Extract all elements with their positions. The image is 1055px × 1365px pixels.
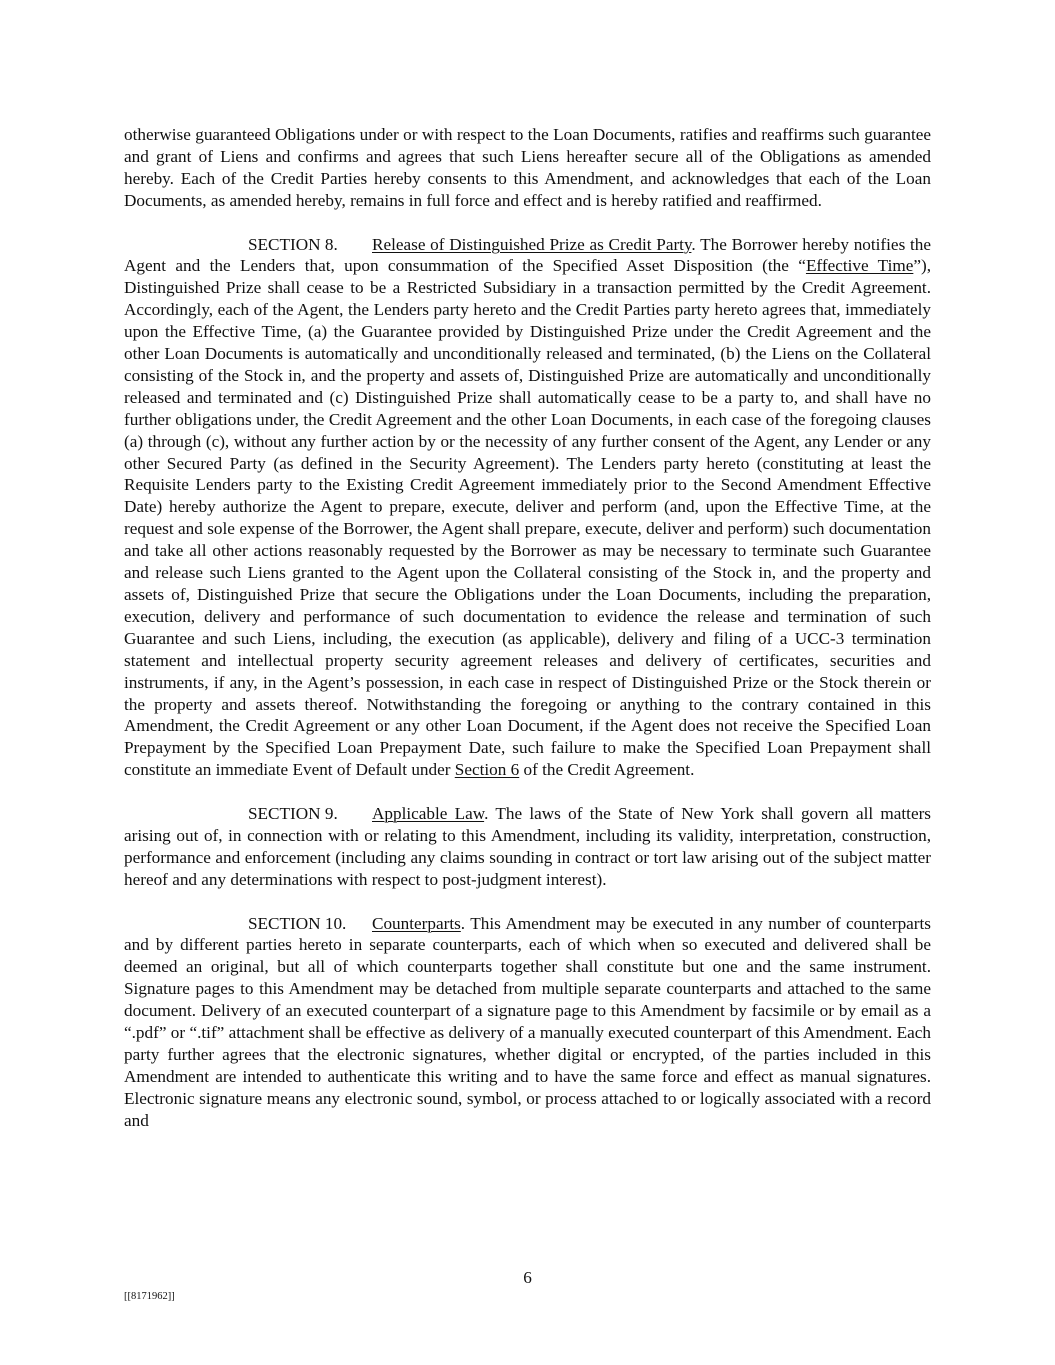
section-9-heading: Applicable Law [372, 804, 485, 824]
section-10: SECTION 10. Counterparts. This Amendment may be executed in any number of counterparts and by different parties hereto in separate counterparts, each of which when so executed and delivered shall be deemed an original, but all of which counterparts together shall constitute but one and the same instrument. Signature pages to this Amendment may be detached from multiple separate counterparts and attached to the same document. Delivery of an executed counterpart of a signature page to this Amendment by facsimile or by email as a “.pdf” or “.tif” attachment shall be effective as delivery of a manually executed counterpart of this Amendment. Each party further agrees that the electronic signatures, whether digital or encrypted, of the parties included in this Amendment are intended to authenticate this writing and to have the same force and effect as manual signatures. Electronic signature means any electronic sound, symbol, or process attached to or logically associated with a record and [124, 913, 931, 1130]
intro-paragraph: otherwise guaranteed Obligations under or with respect to the Loan Documents, ratifies and reaffirms such guarantee and grant of Liens and confirms and agrees that such Liens hereafter secure all of the Obligations as amended hereby. Each of the Credit Parties hereby consents to this Amendment, and acknowledges that each of the Loan Documents, as amended hereby, remains in full force and effect and is hereby ratified and reaffirmed. [124, 125, 931, 210]
document-page [124, 124, 931, 1154]
document-id: [[8171962]] [124, 1291, 175, 1302]
section-6-reference: Section 6 [454, 760, 520, 780]
section-9-number: SECTION 9. [248, 804, 338, 824]
section-10-heading: Counterparts [372, 913, 461, 933]
section-8: SECTION 8. Release of Distinguished Prize as Credit Party. The Borrower hereby notifies the Agent and the Lenders that, upon consummation of the Specified Asset Disposition (the “Effective Time”), Distinguished Prize shall cease to be a Restricted Subsidiary in a transaction permitted by the Credit Agreement. Accordingly, each of the Agent, the Lenders party hereto and the Credit Parties party hereto agrees that, immediately upon the Effective Time, (a) the Guarantee provided by Distinguished Prize under the Credit Agreement and the other Loan Documents is automatically and unconditionally released and terminated, (b) the Liens on the Collateral consisting of the Stock in, and the property and assets of, Distinguished Prize are automatically and unconditionally released and terminated and (c) Distinguished Prize shall automatically cease to be a party to, and shall have no further obligations under, the Credit Agreement and the other Loan Documents, in each case of the foregoing clauses (a) through (c), without any further action by or the necessity of any further consent of the Agent, any Lender or any other Secured Party (as defined in the Security Agreement). The Lenders party hereto (constituting at least the Requisite Lenders party to the Existing Credit Agreement immediately prior to the Second Amendment Effective Date) hereby authorize the Agent to prepare, execute, deliver and perform (and, upon the Effective Time, at the request and sole expense of the Borrower, the Agent shall prepare, execute, deliver and perform) such documentation and take all other actions reasonably requested by the Borrower as may be necessary to terminate such Guarantee and release such Liens granted to the Agent upon the Collateral consisting of the Stock in, and the property and assets of, Distinguished Prize that secure the Obligations under the Loan Documents, including the preparation, execution, delivery and performance of such documentation to evidence the release and termination of such Guarantee and such Liens, including, the execution (as applicable), delivery and filing of a UCC-3 termination statement and intellectual property security agreement releases and delivery of certificates, securities and instruments, if any, in the Agent’s possession, in each case in respect of Distinguished Prize or the Stock therein or the property and assets thereof. Notwithstanding the foregoing or anything to the contrary contained in this Amendment, the Credit Agreement or any other Loan Document, if the Agent does not receive the Specified Loan Prepayment by the Specified Loan Prepayment Date, such failure to make the Specified Loan Prepayment shall constitute an immediate Event of Default under Section 6 of the Credit Agreement. [124, 234, 932, 780]
section-8-heading: Release of Distinguished Prize as Credit Party [372, 234, 692, 254]
section-8-number: SECTION 8. [248, 234, 338, 254]
page-number: 6 [523, 1268, 532, 1287]
section-9: SECTION 9. Applicable Law. The laws of the State of New York shall govern all matters arising out of, in connection with or relating to this Amendment, including its validity, interpretation, construction, performance and enforcement (including any claims sounding in contract or tort law arising out of the subject matter hereof and any determinations with respect to post-judgment interest). [124, 804, 931, 889]
defined-term-effective-time: Effective Time [805, 256, 914, 276]
section-10-number: SECTION 10. [248, 913, 347, 933]
